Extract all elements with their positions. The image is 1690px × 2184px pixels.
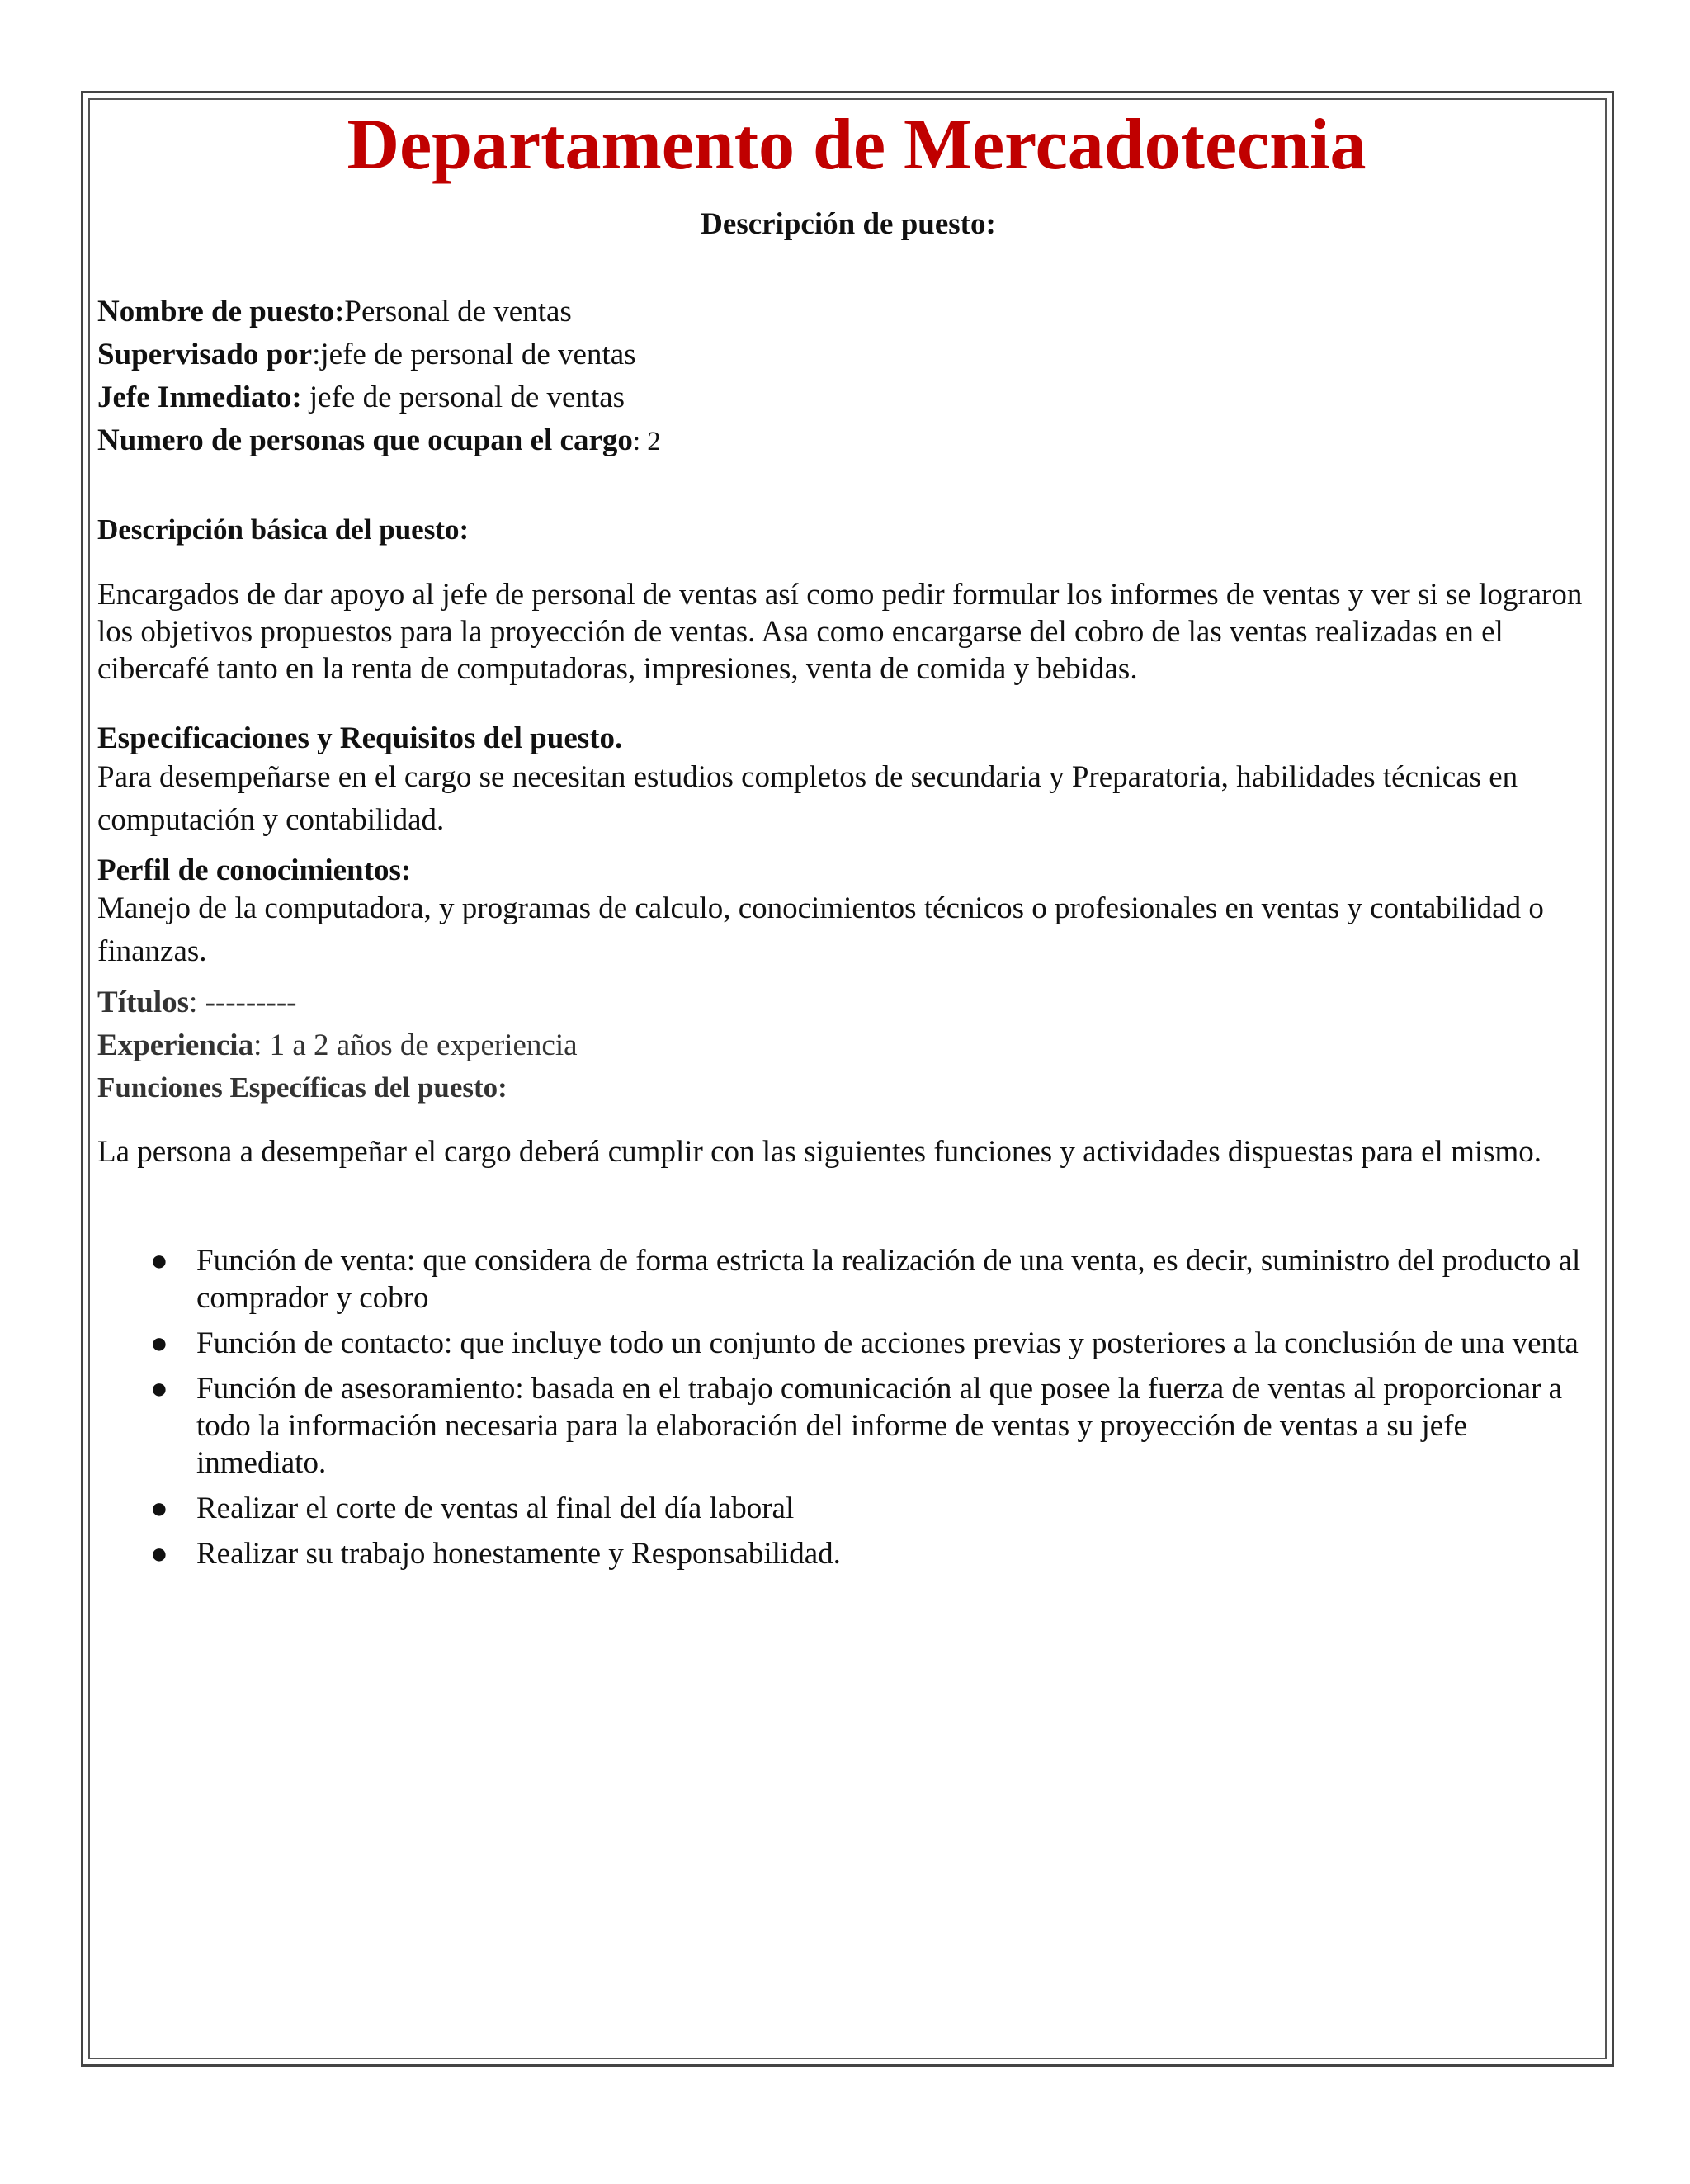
field-jefe-label: Jefe Inmediato: bbox=[97, 381, 302, 414]
experiencia-line bbox=[97, 1027, 578, 1065]
funciones-heading: Funciones Específicas del puesto: bbox=[97, 1071, 507, 1104]
bullet-icon: ● bbox=[150, 1244, 168, 1277]
list-item bbox=[97, 1490, 1599, 1527]
basic-heading: Descripción básica del puesto: bbox=[97, 513, 470, 546]
page-title: Departamento de Mercadotecnia bbox=[347, 105, 1367, 185]
field-nombre-label: Nombre de puesto: bbox=[97, 295, 345, 329]
list-item bbox=[97, 1242, 1599, 1317]
titulos-line bbox=[97, 984, 296, 1022]
field-jefe-value: jefe de personal de ventas bbox=[301, 381, 625, 414]
list-item-text: Función de asesoramiento: basada en el trabajo comunicación al que posee la fuerza de ventas al proporcionar a todo la información necesaria para la elaboración del informe de ventas y proyección de ventas a su jefe inmediato. bbox=[196, 1372, 1563, 1480]
bullet-icon: ● bbox=[150, 1326, 168, 1359]
field-numero-value: : 2 bbox=[632, 427, 661, 456]
titulos-value: : --------- bbox=[189, 986, 297, 1019]
bullet-icon: ● bbox=[150, 1491, 168, 1525]
field-jefe bbox=[97, 379, 625, 417]
bullet-icon: ● bbox=[150, 1372, 168, 1405]
experiencia-value: : 1 a 2 años de experiencia bbox=[253, 1028, 578, 1062]
funciones-list bbox=[97, 1242, 1599, 1581]
perfil-text: Manejo de la computadora, y programas de calculo, conocimientos técnicos o profesionales en ventas y contabilidad o finanzas. bbox=[97, 891, 1544, 968]
field-nombre-value: Personal de ventas bbox=[344, 295, 572, 329]
field-supervisado-value: :jefe de personal de ventas bbox=[312, 338, 636, 371]
page-subtitle: Descripción de puesto: bbox=[701, 207, 996, 241]
list-item-text: Realizar el corte de ventas al final del día laboral bbox=[196, 1491, 795, 1525]
field-numero-label: Numero de personas que ocupan el cargo bbox=[97, 423, 633, 457]
field-supervisado bbox=[97, 336, 636, 374]
list-item bbox=[97, 1535, 1599, 1572]
specs-text: Para desempeñarse en el cargo se necesitan estudios completos de secundaria y Preparatoria, habilidades técnicas en computación y contabilidad. bbox=[97, 760, 1518, 837]
list-item bbox=[97, 1370, 1599, 1482]
experiencia-label: Experiencia bbox=[97, 1028, 254, 1062]
titulos-label: Títulos bbox=[97, 986, 190, 1019]
basic-text: Encargados de dar apoyo al jefe de personal de ventas así como pedir formular los informes de ventas y ver si se lograron los objetivos propuestos para la proyección de ventas. Asa como encargarse del cobro de las ventas realizadas en el cibercafé tanto en la renta de computadoras, impresiones, venta de comida y bebidas. bbox=[97, 578, 1583, 686]
list-item-text: Realizar su trabajo honestamente y Responsabilidad. bbox=[196, 1537, 841, 1571]
funciones-intro: La persona a desempeñar el cargo deberá cumplir con las siguientes funciones y actividades dispuestas para el mismo. bbox=[97, 1135, 1542, 1169]
field-supervisado-label: Supervisado por bbox=[97, 338, 313, 371]
perfil-heading: Perfil de conocimientos: bbox=[97, 853, 412, 887]
bullet-icon: ● bbox=[150, 1537, 168, 1570]
list-item-text: Función de venta: que considera de forma estricta la realización de una venta, es decir, suministro del producto al comprador y cobro bbox=[196, 1244, 1581, 1315]
list-item bbox=[97, 1325, 1599, 1362]
field-nombre bbox=[97, 293, 572, 331]
list-item-text: Función de contacto: que incluye todo un conjunto de acciones previas y posteriores a la conclusión de una venta bbox=[196, 1326, 1579, 1360]
field-numero bbox=[97, 422, 661, 460]
specs-heading: Especificaciones y Requisitos del puesto. bbox=[97, 721, 623, 755]
